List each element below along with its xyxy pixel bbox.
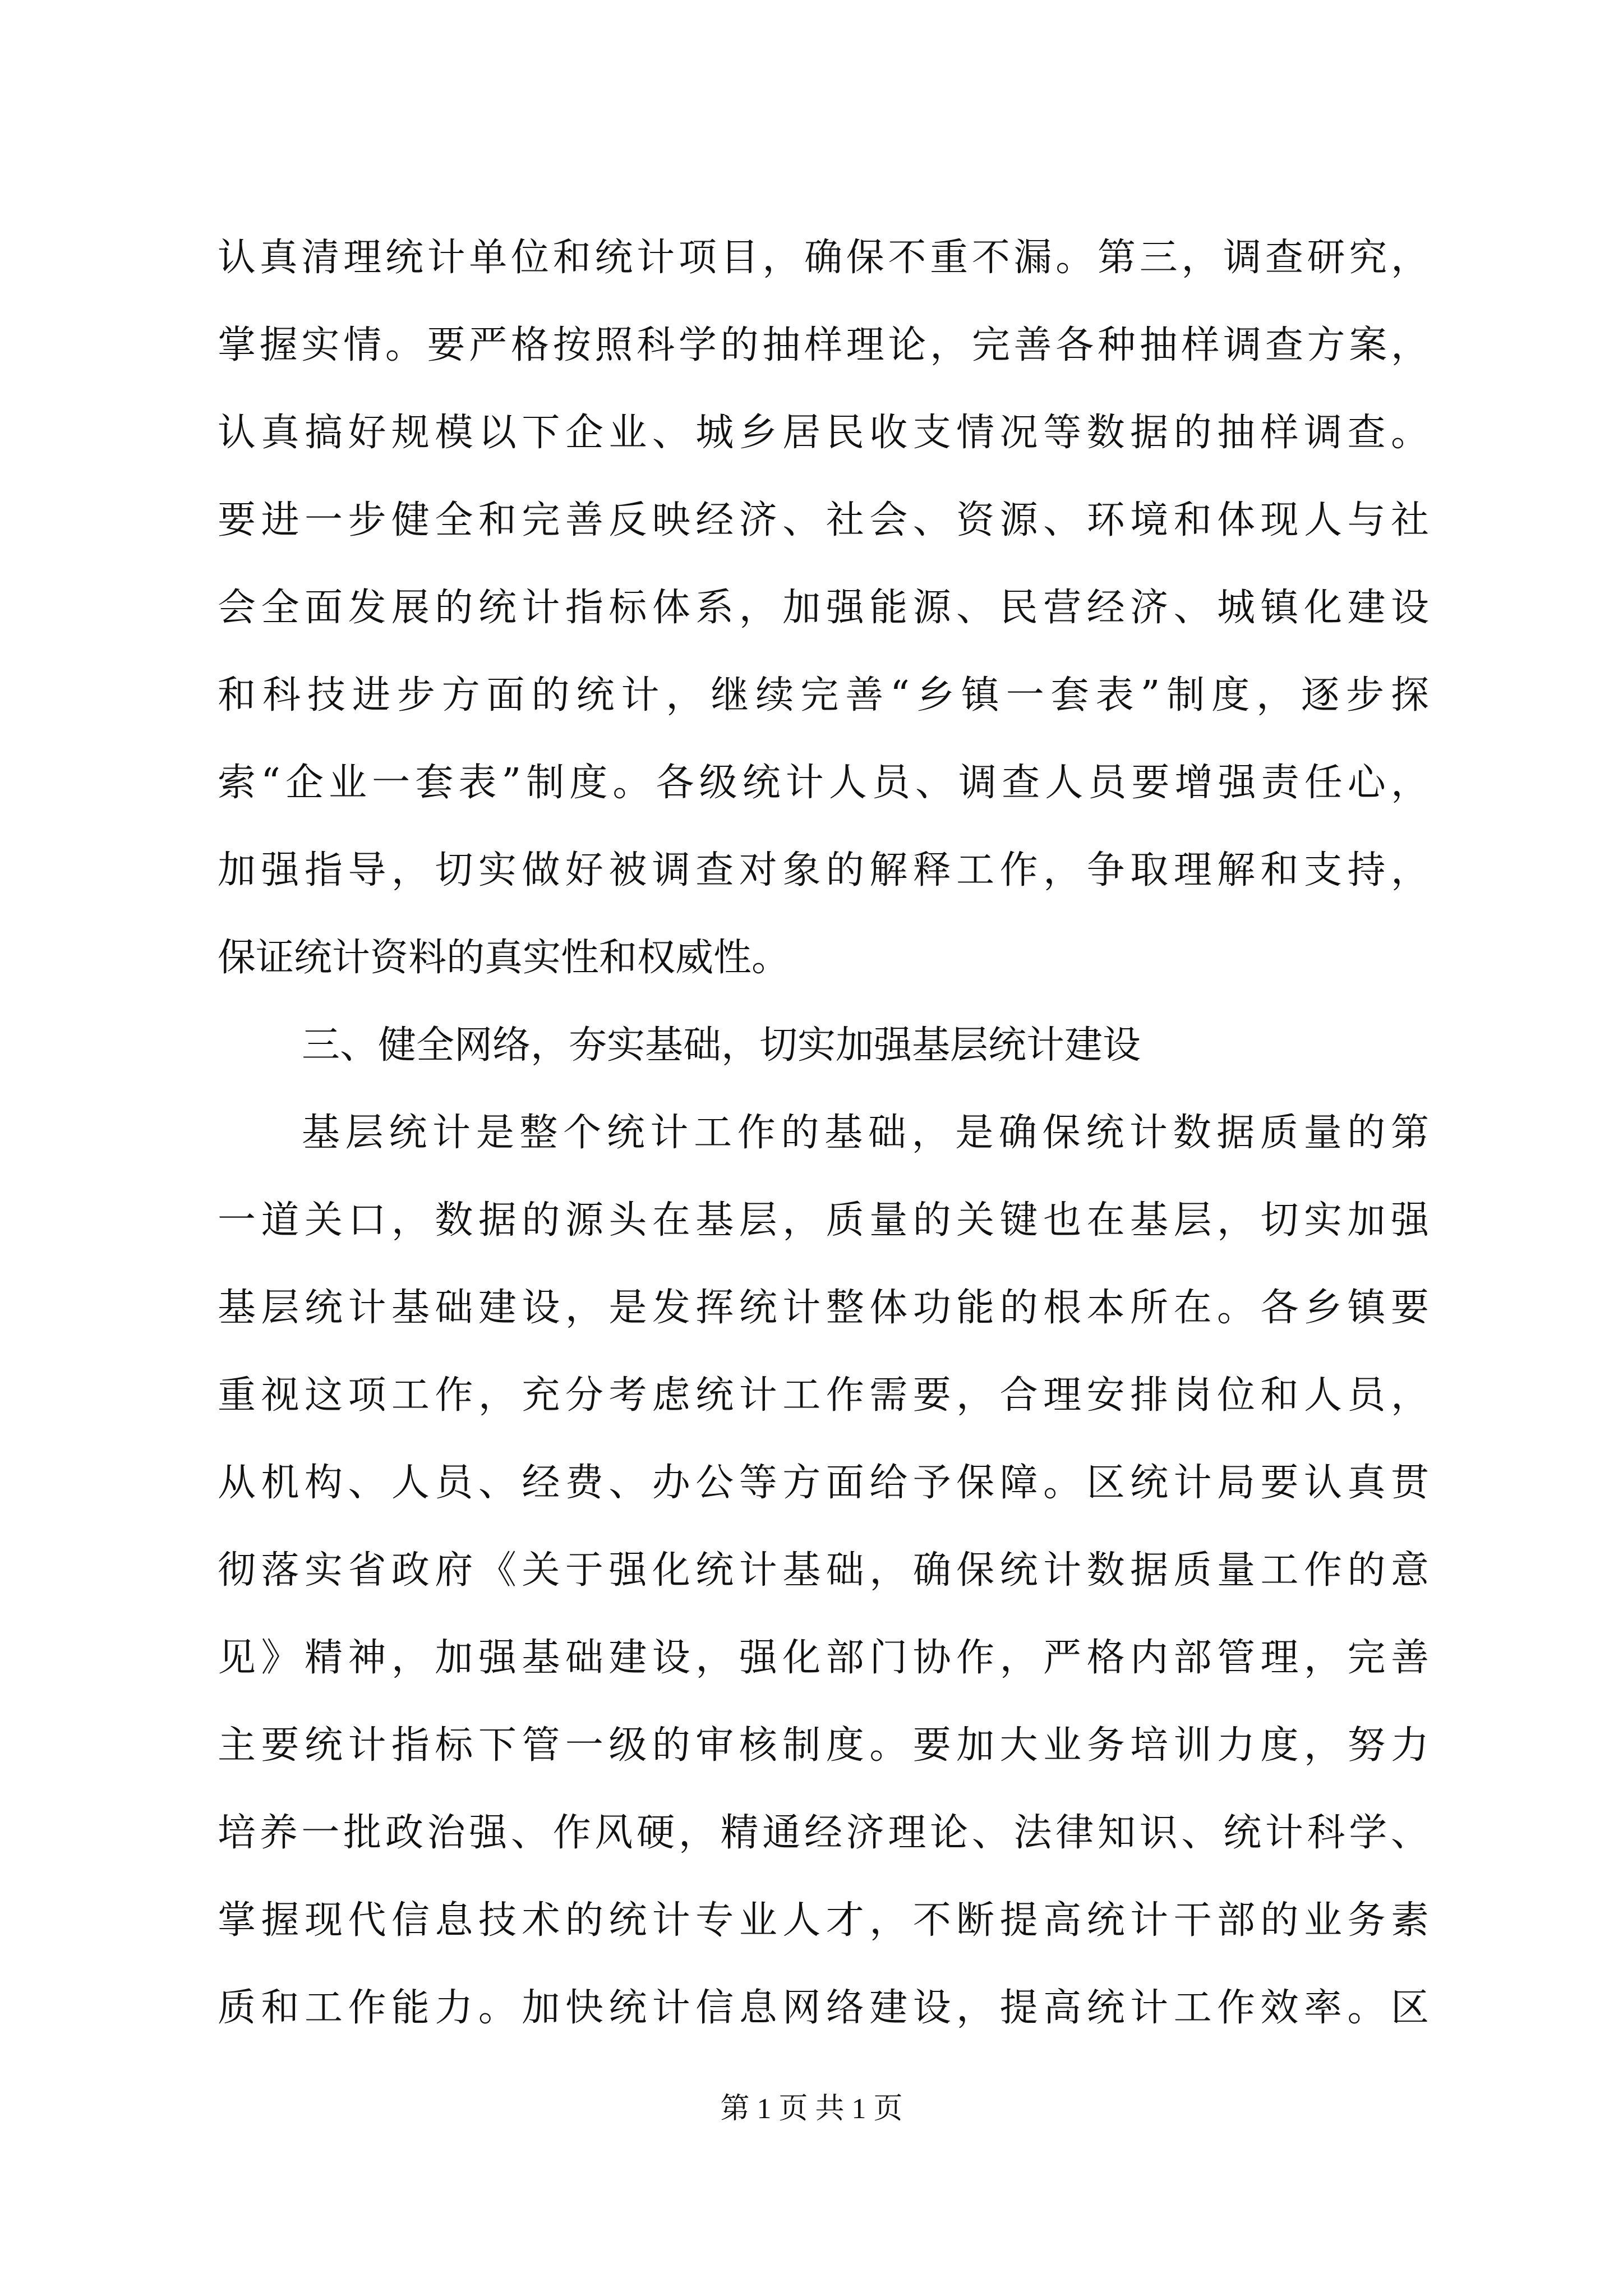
text-line: 认真清理统计单位和统计项目，确保不重不漏。第三，调查研究， — [218, 236, 1429, 280]
text-line: 索“企业一套表”制度。各级统计人员、调查人员要增强责任心， — [218, 761, 1429, 805]
text-line: 见》精神，加强基础建设，强化部门协作，严格内部管理，完善 — [218, 1636, 1429, 1680]
text-line: 要进一步健全和完善反映经济、社会、资源、环境和体现人与社 — [218, 498, 1429, 542]
text-line: 基层统计是整个统计工作的基础，是确保统计数据质量的第 — [302, 1111, 1429, 1155]
text-line: 掌握现代信息技术的统计专业人才，不断提高统计干部的业务素 — [218, 1898, 1429, 1943]
text-line: 加强指导，切实做好被调查对象的解释工作，争取理解和支持， — [218, 848, 1429, 892]
text-line: 主要统计指标下管一级的审核制度。要加大业务培训力度，努力 — [218, 1723, 1429, 1768]
text-line: 会全面发展的统计指标体系，加强能源、民营经济、城镇化建设 — [218, 586, 1429, 630]
text-line: 认真搞好规模以下企业、城乡居民收支情况等数据的抽样调查。 — [218, 411, 1429, 455]
text-line: 一道关口，数据的源头在基层，质量的关键也在基层，切实加强 — [218, 1198, 1429, 1243]
text-line: 掌握实情。要严格按照科学的抽样理论，完善各种抽样调查方案， — [218, 323, 1429, 367]
text-line: 和科技进步方面的统计，继续完善“乡镇一套表”制度，逐步探 — [218, 673, 1429, 717]
text-line: 从机构、人员、经费、办公等方面给予保障。区统计局要认真贯 — [218, 1461, 1429, 1505]
document-final-line-container — [218, 0, 1429, 2087]
text-line: 彻落实省政府《关于强化统计基础，确保统计数据质量工作的意 — [218, 1548, 1429, 1593]
text-line: 基层统计基础建设，是发挥统计整体功能的根本所在。各乡镇要 — [218, 1286, 1429, 1330]
text-line: 培养一批政治强、作风硬，精通经济理论、法律知识、统计科学、 — [218, 1811, 1429, 1855]
section-heading: 三、健全网络，夯实基础，切实加强基层统计建设 — [302, 1023, 1141, 1068]
page-footer: 第 1 页 共 1 页 — [720, 2093, 903, 2125]
text-line: 重视这项工作，充分考虑统计工作需要，合理安排岗位和人员， — [218, 1373, 1429, 1418]
text-line: 保证统计资料的真实性和权威性。 — [218, 936, 790, 980]
text-line: 质和工作能力。加快统计信息网络建设，提高统计工作效率。区 — [218, 1986, 1429, 2030]
